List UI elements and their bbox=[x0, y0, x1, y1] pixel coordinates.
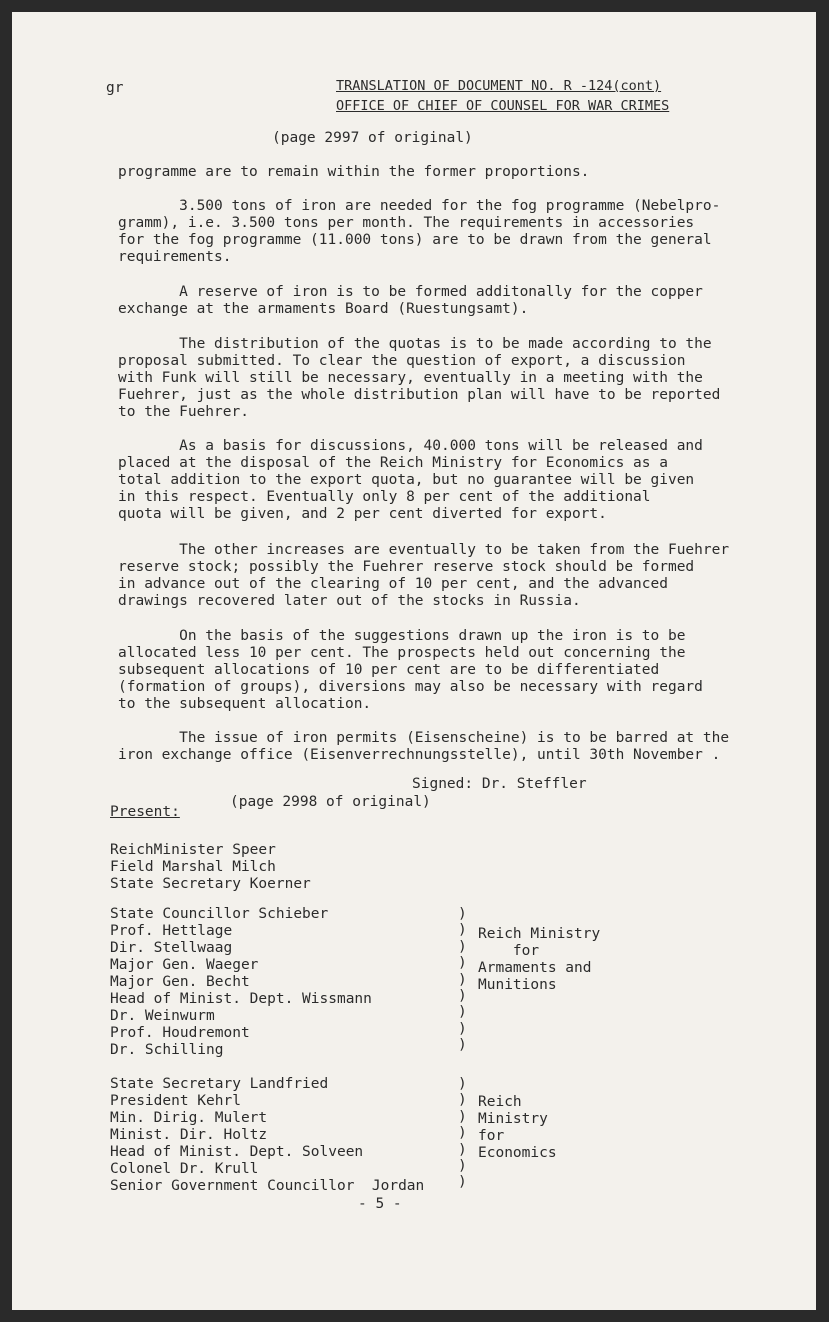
paragraph-line: total addition to the export quota, but no guarantee will be given bbox=[118, 472, 695, 488]
office-title: OFFICE OF CHIEF OF COUNSEL FOR WAR CRIMES bbox=[336, 98, 670, 114]
attendee-name: Head of Minist. Dept. Solveen bbox=[110, 1144, 364, 1160]
attendee-name: Dr. Schilling bbox=[110, 1042, 224, 1058]
paragraph-line: for the fog programme (11.000 tons) are to be drawn from the general bbox=[118, 232, 712, 248]
ministry-label: Armaments and bbox=[478, 960, 592, 976]
paragraph-line: drawings recovered later out of the stocks in Russia. bbox=[118, 593, 581, 609]
signature: Signed: Dr. Steffler bbox=[412, 776, 587, 792]
attendee-name: Head of Minist. Dept. Wissmann bbox=[110, 991, 372, 1007]
paragraph-line: to the subsequent allocation. bbox=[118, 696, 372, 712]
paragraph-line: The issue of iron permits (Eisenscheine) is to be barred at the bbox=[118, 730, 730, 746]
ministry-label: Reich Ministry bbox=[478, 926, 601, 942]
paragraph-line: programme are to remain within the former proportions. bbox=[118, 164, 590, 180]
paragraph-line: allocated less 10 per cent. The prospects held out concerning the bbox=[118, 645, 686, 661]
page-number: - 5 - bbox=[358, 1196, 402, 1212]
paragraph-line: placed at the disposal of the Reich Ministry for Economics as a bbox=[118, 455, 668, 471]
attendee-name: Colonel Dr. Krull bbox=[110, 1161, 259, 1177]
paragraph-line: to the Fuehrer. bbox=[118, 404, 249, 420]
paragraph-line: iron exchange office (Eisenverrechnungsstelle), until 30th November . bbox=[118, 747, 721, 763]
paragraph-line: quota will be given, and 2 per cent diverted for export. bbox=[118, 506, 607, 522]
paragraph-line: gramm), i.e. 3.500 tons per month. The requirements in accessories bbox=[118, 215, 695, 231]
attendee-name: Dr. Weinwurm bbox=[110, 1008, 215, 1024]
paragraph-line: 3.500 tons of iron are needed for the fog programme (Nebelpro- bbox=[118, 198, 721, 214]
paragraph-line: reserve stock; possibly the Fuehrer reserve stock should be formed bbox=[118, 559, 695, 575]
page-reference-bottom: (page 2998 of original) bbox=[230, 794, 431, 810]
attendee-name: President Kehrl bbox=[110, 1093, 241, 1109]
ministry-label: Munitions bbox=[478, 977, 557, 993]
paragraph-line: subsequent allocations of 10 per cent are to be differentiated bbox=[118, 662, 660, 678]
attendee-name: State Councillor Schieber bbox=[110, 906, 329, 922]
ministry-label: for bbox=[478, 943, 540, 959]
attendee-name: State Secretary Landfried bbox=[110, 1076, 329, 1092]
attendee-name: Prof. Hettlage bbox=[110, 923, 233, 939]
paragraph-line: (formation of groups), diversions may also be necessary with regard bbox=[118, 679, 703, 695]
translation-title: TRANSLATION OF DOCUMENT NO. R -124(cont) bbox=[336, 78, 662, 94]
ministry-label: Reich bbox=[478, 1094, 522, 1110]
attendee-name: Minist. Dir. Holtz bbox=[110, 1127, 268, 1143]
paragraph-line: As a basis for discussions, 40.000 tons will be released and bbox=[118, 438, 703, 454]
paragraph-line: On the basis of the suggestions drawn up the iron is to be bbox=[118, 628, 686, 644]
attendee-name: Senior Government Councillor Jordan bbox=[110, 1178, 425, 1194]
ministry-label: for bbox=[478, 1128, 505, 1144]
attendee-name: ReichMinister Speer bbox=[110, 842, 276, 858]
paragraph-line: with Funk will still be necessary, eventually in a meeting with the bbox=[118, 370, 703, 386]
present-label: Present: bbox=[110, 804, 180, 820]
attendee-name: Field Marshal Milch bbox=[110, 859, 276, 875]
typist-initials: gr bbox=[106, 80, 124, 96]
ministry-label: Economics bbox=[478, 1145, 557, 1161]
paragraph-line: proposal submitted. To clear the question of export, a discussion bbox=[118, 353, 686, 369]
page-reference-top: (page 2997 of original) bbox=[272, 130, 473, 146]
attendee-name: State Secretary Koerner bbox=[110, 876, 311, 892]
attendee-name: Major Gen. Becht bbox=[110, 974, 250, 990]
paragraph-line: in this respect. Eventually only 8 per cent of the additional bbox=[118, 489, 651, 505]
attendee-name: Prof. Houdremont bbox=[110, 1025, 250, 1041]
paragraph-line: The distribution of the quotas is to be made according to the bbox=[118, 336, 712, 352]
paragraph-line: exchange at the armaments Board (Ruestungsamt). bbox=[118, 301, 529, 317]
paragraph-line: requirements. bbox=[118, 249, 232, 265]
paragraph-line: The other increases are eventually to be taken from the Fuehrer bbox=[118, 542, 730, 558]
document-page bbox=[12, 12, 816, 1310]
bracket-decoration: ) ) ) ) ) ) ) ) ) bbox=[458, 906, 467, 1054]
attendee-name: Major Gen. Waeger bbox=[110, 957, 259, 973]
paragraph-line: Fuehrer, just as the whole distribution plan will have to be reported bbox=[118, 387, 721, 403]
attendee-name: Dir. Stellwaag bbox=[110, 940, 233, 956]
attendee-name: Min. Dirig. Mulert bbox=[110, 1110, 268, 1126]
ministry-label: Ministry bbox=[478, 1111, 548, 1127]
bracket-decoration: ) ) ) ) ) ) ) bbox=[458, 1076, 467, 1191]
paragraph-line: in advance out of the clearing of 10 per cent, and the advanced bbox=[118, 576, 668, 592]
paragraph-line: A reserve of iron is to be formed additonally for the copper bbox=[118, 284, 703, 300]
